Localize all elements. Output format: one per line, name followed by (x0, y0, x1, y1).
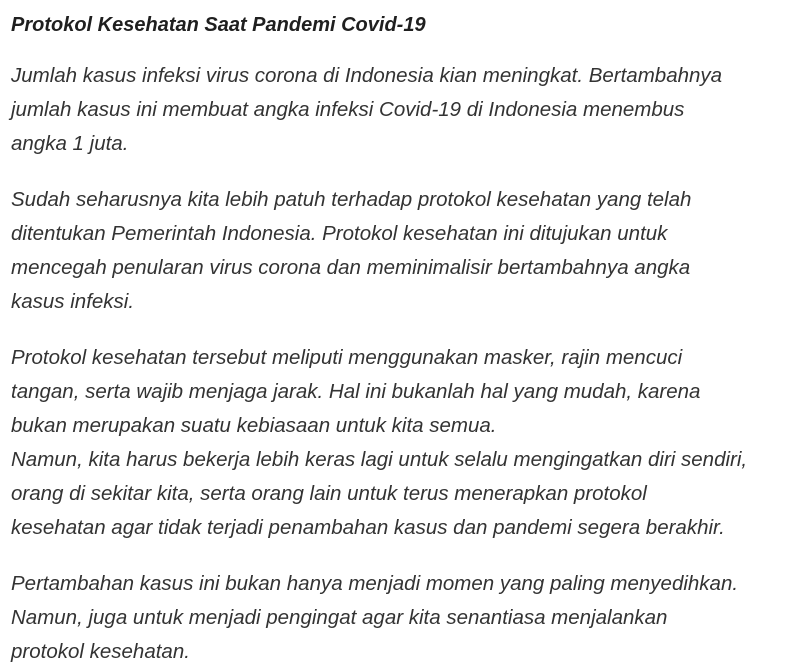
paragraph-line: Namun, kita harus bekerja lebih keras lagi untuk selalu mengingatkan diri sendiri, (11, 448, 748, 471)
paragraph-line: Protokol kesehatan tersebut meliputi menggunakan masker, rajin mencuci (11, 346, 683, 369)
paragraph-line: angka 1 juta. (11, 132, 129, 155)
paragraph-line: jumlah kasus ini membuat angka infeksi Covid-19 di Indonesia menembus (11, 98, 685, 121)
paragraph-case-increase (11, 59, 796, 161)
paragraph-line: tangan, serta wajib menjaga jarak. Hal ini bukanlah hal yang mudah, karena (11, 380, 701, 403)
paragraph-line: orang di sekitar kita, serta orang lain untuk terus menerapkan protokol (11, 482, 647, 505)
paragraph-line: bukan merupakan suatu kebiasaan untuk kita semua. (11, 414, 497, 437)
paragraph-line: Jumlah kasus infeksi virus corona di Indonesia kian meningkat. Bertambahnya (11, 64, 723, 87)
paragraph-protocol-list (11, 341, 796, 443)
paragraph-line: Pertambahan kasus ini bukan hanya menjadi momen yang paling menyedihkan. (11, 572, 739, 595)
article-title: Protokol Kesehatan Saat Pandemi Covid-19 (11, 14, 426, 36)
paragraph-line: Namun, juga untuk menjadi pengingat agar kita senantiasa menjalankan (11, 606, 668, 629)
paragraph-line: kasus infeksi. (11, 290, 135, 313)
article (11, 10, 796, 669)
paragraph-line: Sudah seharusnya kita lebih patuh terhadap protokol kesehatan yang telah (11, 188, 692, 211)
paragraph-line: mencegah penularan virus corona dan meminimalisir bertambahnya angka (11, 256, 691, 279)
paragraph-line: ditentukan Pemerintah Indonesia. Protokol kesehatan ini ditujukan untuk (11, 222, 668, 245)
paragraph-line: protokol kesehatan. (11, 640, 190, 663)
paragraph-remind-others (11, 443, 796, 545)
paragraph-line: kesehatan agar tidak terjadi penambahan kasus dan pandemi segera berakhir. (11, 516, 725, 539)
paragraph-closing (11, 567, 796, 669)
paragraph-compliance (11, 183, 796, 319)
